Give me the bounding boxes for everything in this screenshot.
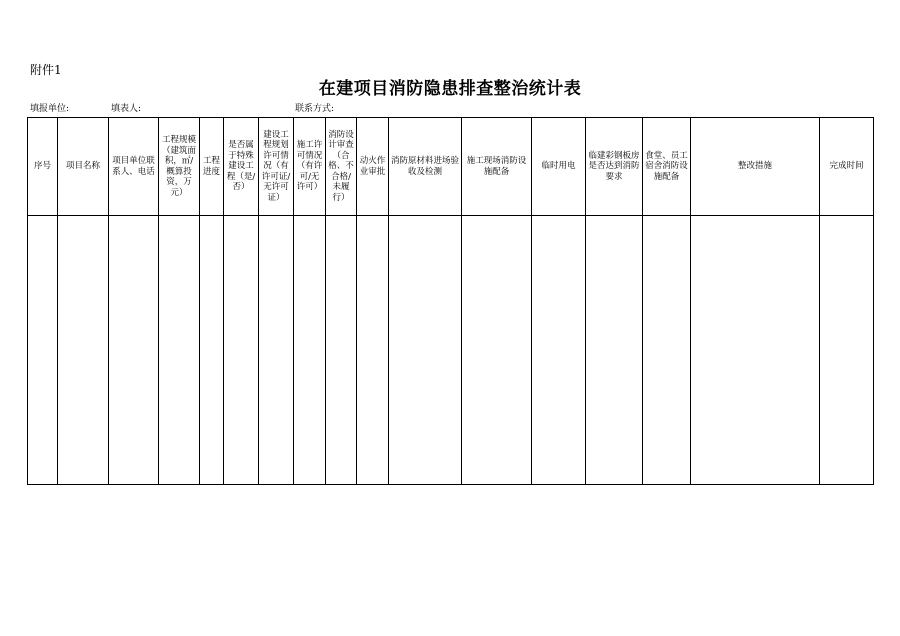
col-header-project-contact: 项目单位联系人、电话 <box>109 118 159 216</box>
inspection-table <box>27 117 874 485</box>
table-cell[interactable] <box>389 216 462 485</box>
col-header-progress: 工程进度 <box>200 118 224 216</box>
col-header-planning-permit: 建设工程规划许可情况（有许可证/无许可证） <box>259 118 294 216</box>
col-header-construction-permit: 施工许可情况（有许可/无许可） <box>294 118 326 216</box>
table-cell[interactable] <box>586 216 643 485</box>
table-cell[interactable] <box>462 216 532 485</box>
table-cell[interactable] <box>224 216 259 485</box>
table-cell[interactable] <box>159 216 200 485</box>
col-header-material-inspection: 消防原材料进场验收及检测 <box>389 118 462 216</box>
col-header-serial-no: 序号 <box>28 118 58 216</box>
col-header-special-project: 是否属于特殊建设工程（是/否） <box>224 118 259 216</box>
contact-label: 联系方式: <box>295 104 335 114</box>
col-header-project-name: 项目名称 <box>58 118 109 216</box>
col-header-rectification-measures: 整改措施 <box>691 118 820 216</box>
table-cell[interactable] <box>109 216 159 485</box>
col-header-canteen-dorm-facilities: 食堂、员工宿舍消防设施配备 <box>643 118 691 216</box>
table-row <box>28 216 874 485</box>
table-cell[interactable] <box>259 216 294 485</box>
col-header-fire-design-review: 消防设计审查（合格、不合格/未履行） <box>326 118 357 216</box>
col-header-completion-time: 完成时间 <box>820 118 874 216</box>
page-title: 在建项目消防隐患排查整治统计表 <box>318 79 582 99</box>
table-cell[interactable] <box>200 216 224 485</box>
col-header-site-fire-facilities: 施工现场消防设施配备 <box>462 118 532 216</box>
table-cell[interactable] <box>357 216 389 485</box>
table-cell[interactable] <box>58 216 109 485</box>
table-cell[interactable] <box>28 216 58 485</box>
table-cell[interactable] <box>643 216 691 485</box>
table-header-row <box>28 118 874 216</box>
attachment-label: 附件1 <box>30 63 62 77</box>
col-header-steel-housing: 临建彩钢板房是否达到消防要求 <box>586 118 643 216</box>
table-cell[interactable] <box>532 216 586 485</box>
table-cell[interactable] <box>294 216 326 485</box>
reporting-unit-label: 填报单位: <box>30 104 70 114</box>
filled-by-label: 填表人: <box>111 104 142 114</box>
col-header-hot-work-approval: 动火作业审批 <box>357 118 389 216</box>
table-cell[interactable] <box>820 216 874 485</box>
table-cell[interactable] <box>691 216 820 485</box>
col-header-project-scale: 工程规模（建筑面积，㎡/概算投资，万元） <box>159 118 200 216</box>
col-header-temporary-power: 临时用电 <box>532 118 586 216</box>
table-cell[interactable] <box>326 216 357 485</box>
